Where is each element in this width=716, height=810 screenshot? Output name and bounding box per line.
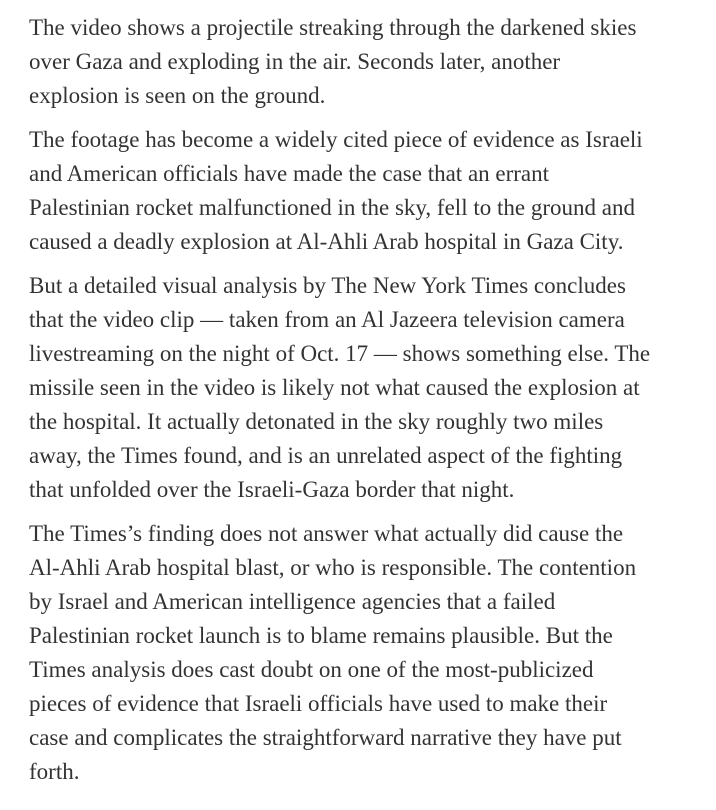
text-line: The Times’s finding does not answer what actually did cause the: [29, 521, 624, 546]
text-line: away, the Times found, and is an unrelated aspect of the fighting: [29, 443, 623, 468]
paragraph: [29, 11, 692, 113]
text-line: The video shows a projectile streaking through the darkened skies: [29, 15, 637, 40]
text-line: Palestinian rocket malfunctioned in the sky, fell to the ground and: [29, 195, 635, 220]
text-line: and American officials have made the case that an errant: [29, 161, 550, 186]
text-line: missile seen in the video is likely not what caused the explosion at: [29, 375, 640, 400]
text-line: that unfolded over the Israeli-Gaza border that night.: [29, 477, 515, 502]
text-line: case and complicates the straightforward narrative they have put: [29, 725, 622, 750]
text-line: But a detailed visual analysis by The New York Times concludes: [29, 273, 626, 298]
text-line: The footage has become a widely cited piece of evidence as Israeli: [29, 127, 643, 152]
text-line: forth.: [29, 759, 80, 784]
text-line: Al-Ahli Arab hospital blast, or who is responsible. The contention: [29, 555, 637, 580]
text-line: pieces of evidence that Israeli officials have used to make their: [29, 691, 608, 716]
text-line: by Israel and American intelligence agencies that a failed: [29, 589, 556, 614]
text-line: that the video clip — taken from an Al Jazeera television camera: [29, 307, 625, 332]
text-line: explosion is seen on the ground.: [29, 83, 326, 108]
text-line: livestreaming on the night of Oct. 17 — shows something else. The: [29, 341, 651, 366]
paragraph: [29, 123, 692, 259]
text-line: Palestinian rocket launch is to blame remains plausible. But the: [29, 623, 613, 648]
paragraph: [29, 269, 692, 507]
text-line: Times analysis does cast doubt on one of the most-publicized: [29, 657, 594, 682]
text-line: caused a deadly explosion at Al-Ahli Arab hospital in Gaza City.: [29, 229, 624, 254]
text-line: over Gaza and exploding in the air. Seconds later, another: [29, 49, 561, 74]
paragraph: [29, 517, 692, 789]
text-line: the hospital. It actually detonated in the sky roughly two miles: [29, 409, 604, 434]
